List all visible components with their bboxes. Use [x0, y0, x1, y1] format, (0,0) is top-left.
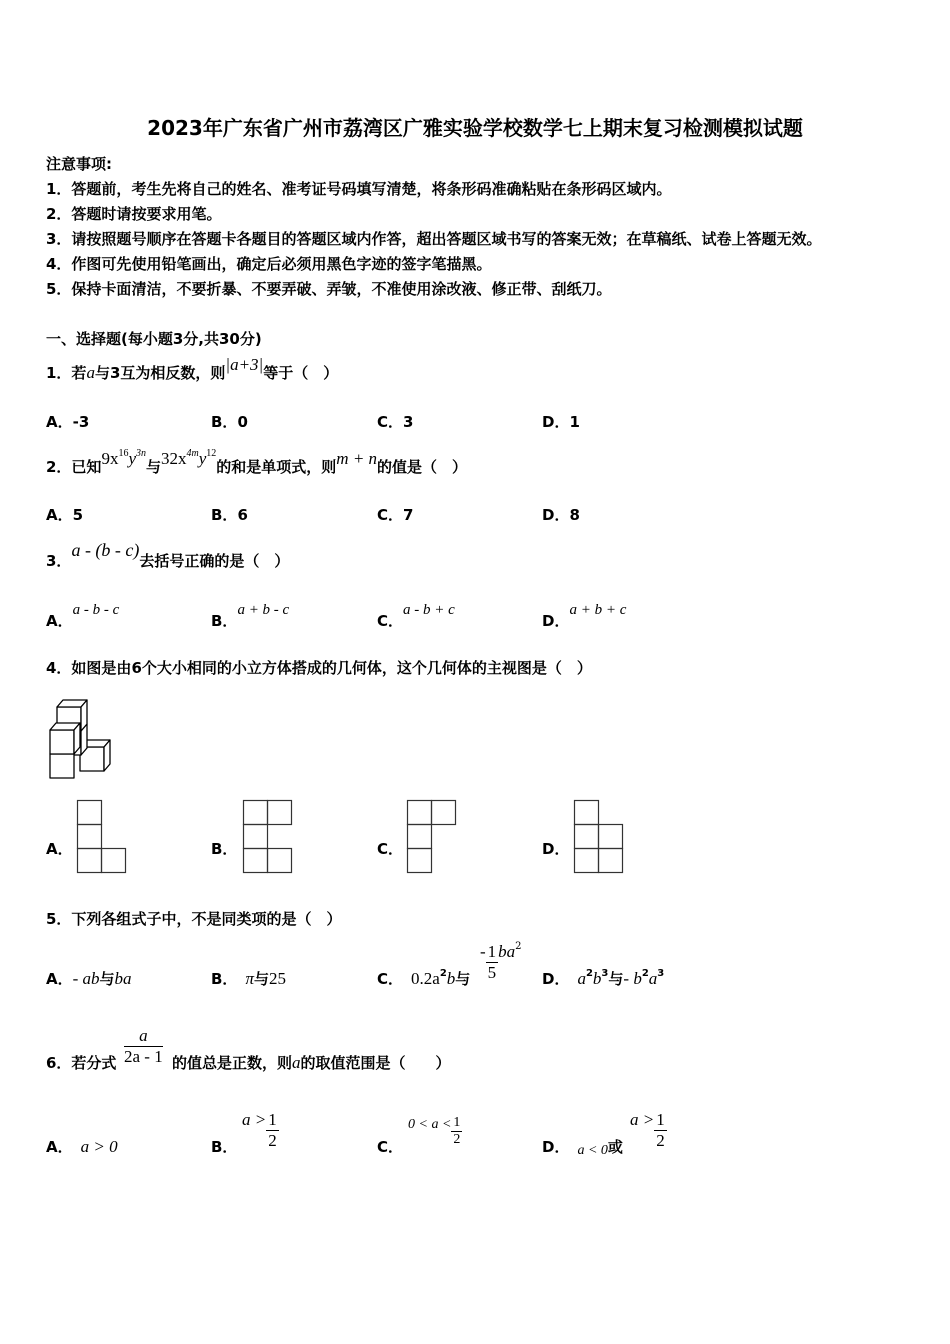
- q6-frac-box: [124, 1026, 163, 1067]
- q2-term2-base: 32x: [161, 449, 187, 468]
- q6b-expr: [242, 1110, 279, 1151]
- page-title: 2023年广东省广州市荔湾区广雅实验学校数学七上期末复习检测模拟试题: [147, 116, 803, 140]
- q6c-lhs: 0 < a <: [408, 1117, 452, 1132]
- option-value: a - b - c: [72, 602, 120, 618]
- q2-term2-y: y: [198, 449, 207, 468]
- q4-option-b-figure[interactable]: [242, 799, 295, 874]
- q6c-fraction: [451, 1115, 462, 1148]
- q5a-join: 与: [99, 970, 115, 988]
- option-value: -3: [72, 413, 90, 431]
- q2-option-b[interactable]: [211, 504, 248, 525]
- q3-expr: a - (b - c): [71, 540, 140, 560]
- q6d-expr: [630, 1110, 667, 1151]
- q5a-right: ba: [114, 969, 132, 988]
- q1-option-b[interactable]: [211, 411, 248, 432]
- q5d-right-neg: - b: [623, 969, 642, 988]
- q6d-num: 1: [656, 1110, 665, 1129]
- q5d-left-mid: b: [592, 969, 602, 988]
- notice-item: 3．请按照题号顺序在答题卡各题目的答题区域内作答，超出答题区域书写的答案无效；在草稿纸、试卷上答题无效。: [46, 230, 822, 248]
- q2-term2-exp-y: 12: [206, 448, 217, 459]
- q5c-frac-num: 1: [487, 942, 497, 961]
- q1-option-d[interactable]: [542, 411, 580, 432]
- q5c-right-exp: 2: [515, 941, 522, 952]
- q4-option-d-figure[interactable]: [573, 799, 626, 874]
- q4-option-c-figure[interactable]: [406, 799, 459, 874]
- q2-term1: [101, 449, 146, 468]
- option-value: 3: [403, 413, 414, 431]
- option-label: A．: [46, 1138, 73, 1156]
- q5c-right-base: ba: [498, 942, 516, 961]
- option-label: B．: [211, 1138, 238, 1156]
- option-value: a + b - c: [237, 602, 290, 618]
- q2-prefix: 2．已知: [46, 458, 102, 476]
- q2-term1-y: y: [128, 449, 136, 468]
- q5-option-c[interactable]: [377, 968, 470, 989]
- q1-mid: 与3互为相反数，则: [94, 364, 226, 382]
- option-label: B．: [211, 506, 238, 524]
- q6d-fraction: [654, 1110, 667, 1151]
- cube-figure: [45, 690, 117, 782]
- notice-item: 2．答题时请按要求用笔。: [46, 205, 222, 223]
- q5-option-b[interactable]: [211, 968, 286, 989]
- q6-option-d[interactable]: [542, 1136, 623, 1157]
- option-label: C．: [377, 506, 404, 524]
- section-heading: 一、选择题(每小题3分,共30分): [46, 330, 262, 348]
- q6-option-b[interactable]: [211, 1136, 237, 1157]
- q6-frac-num: a: [124, 1026, 163, 1047]
- q2-term2-exp-x: 4m: [186, 448, 199, 459]
- q4-option-a-figure[interactable]: [76, 799, 129, 874]
- option-label: B．: [211, 413, 238, 431]
- q5a-left: - ab: [72, 969, 100, 988]
- option-label: D．: [542, 413, 570, 431]
- q6c-num: 1: [453, 1115, 461, 1130]
- q6-option-c[interactable]: [377, 1136, 403, 1157]
- q5c-left-exp: 2: [439, 968, 447, 979]
- q6d-join: 或: [607, 1138, 623, 1156]
- q5c-join: 与: [455, 970, 471, 988]
- q2-term1-base: 9x: [101, 449, 119, 468]
- q2-option-a[interactable]: [46, 504, 83, 525]
- q6-option-a[interactable]: [46, 1136, 118, 1157]
- notice-item: 1．答题前，考生先将自己的姓名、准考证号码填写清楚，将条形码准确粘贴在条形码区域内。: [46, 180, 672, 198]
- option-label: D．: [542, 1138, 570, 1156]
- option-label: D．: [542, 612, 570, 630]
- q6-fraction: [124, 1026, 163, 1067]
- q5d-right-mid: a: [648, 969, 658, 988]
- q6d-den: 2: [656, 1131, 665, 1150]
- q6-frac-den: 2a - 1: [124, 1047, 163, 1066]
- q5d-right-exp2: 3: [657, 968, 665, 979]
- option-label: C．: [377, 970, 404, 988]
- option-value: 6: [237, 506, 248, 524]
- option-value: 0: [237, 413, 248, 431]
- option-label: B．: [211, 970, 238, 988]
- option-label: A．: [46, 970, 73, 988]
- option-label: C．: [377, 612, 404, 630]
- q6d-lhs: a >: [630, 1110, 655, 1129]
- q6c-expr: [408, 1115, 462, 1148]
- q1-option-c[interactable]: [377, 411, 413, 432]
- option-value: a - b + c: [403, 602, 455, 618]
- question-1: [46, 355, 339, 383]
- question-2: [46, 448, 468, 477]
- q5b-left: π: [245, 969, 254, 988]
- notice-item: 4．作图可先使用铅笔画出，确定后必须用黑色字迹的签字笔描黑。: [46, 255, 492, 273]
- q6d-pre: a < 0: [577, 1143, 608, 1158]
- q6b-fraction: [266, 1110, 279, 1151]
- q5d-left: a: [577, 969, 586, 988]
- q4-option-b[interactable]: B．: [211, 840, 238, 858]
- q6b-den: 2: [268, 1131, 277, 1150]
- notice-item: 5．保持卡面清洁，不要折暴、不要弄破、弄皱，不准使用涂改液、修正带、刮纸刀。: [46, 280, 612, 298]
- q2-mid: 的和是单项式，则: [216, 458, 337, 476]
- q3-option-d[interactable]: [542, 602, 627, 631]
- option-value: a + b + c: [569, 602, 627, 618]
- q3-option-c[interactable]: [377, 602, 455, 631]
- option-value: 5: [72, 506, 84, 524]
- option-label: C．: [377, 1138, 404, 1156]
- q2-term1-exp-y: 3n: [135, 448, 146, 459]
- q4-option-a[interactable]: A．: [46, 840, 73, 858]
- q2-suffix: 的值是（ ）: [377, 458, 468, 476]
- q5-option-a[interactable]: [46, 968, 132, 989]
- question-3: [46, 540, 290, 571]
- q5c-right: [480, 942, 522, 983]
- q1-option-a[interactable]: [46, 411, 89, 432]
- q1-suffix: 等于（ ）: [263, 364, 339, 382]
- option-label: A．: [46, 413, 73, 431]
- q2-option-c[interactable]: [377, 504, 413, 525]
- q6-suffix: 的取值范围是（ ）: [300, 1054, 451, 1072]
- q5c-fraction: [486, 942, 499, 983]
- question-5: 5．下列各组式子中，不是同类项的是（ ）: [46, 910, 342, 928]
- q1-expr: |a+3|: [225, 355, 264, 374]
- notice-heading: 注意事项:: [46, 155, 112, 173]
- q3-suffix: 去括号正确的是（ ）: [139, 552, 290, 570]
- option-label: C．: [377, 413, 404, 431]
- q6-mid: 的值总是正数，则: [172, 1054, 293, 1072]
- question-6-rest: [172, 1052, 451, 1073]
- option-value: 7: [403, 506, 414, 524]
- option-label: B．: [211, 612, 238, 630]
- q6-prefix: 6．若分式: [46, 1054, 117, 1072]
- q5d-left-exp2: 3: [601, 968, 609, 979]
- option-value: 8: [569, 506, 580, 524]
- option-label: A．: [46, 612, 73, 630]
- q4-option-c[interactable]: C．: [377, 840, 404, 858]
- q6c-den: 2: [453, 1132, 461, 1147]
- option-label: A．: [46, 506, 73, 524]
- option-value: 1: [569, 413, 580, 431]
- q3-prefix: 3．: [46, 552, 72, 570]
- q5c-left-tail: b: [446, 969, 456, 988]
- q5b-join: 与: [253, 970, 269, 988]
- q5c-left: 0.2a: [411, 969, 440, 988]
- q6b-num: 1: [268, 1110, 277, 1129]
- q3-option-b[interactable]: [211, 602, 290, 631]
- q6-var: a: [292, 1053, 301, 1072]
- q2-term1-exp-x: 16: [118, 448, 129, 459]
- q2-option-d[interactable]: [542, 504, 580, 525]
- q6a-expr: a > 0: [80, 1137, 118, 1156]
- question-6: [46, 1052, 116, 1073]
- q1-var: a: [86, 363, 95, 382]
- question-4: 4．如图是由6个大小相同的小立方体搭成的几何体，这个几何体的主视图是（ ）: [46, 659, 592, 677]
- q5c-frac-den: 5: [487, 963, 497, 982]
- q5b-right: 25: [268, 969, 286, 988]
- option-label: D．: [542, 970, 570, 988]
- q2-expr: m + n: [336, 449, 378, 468]
- q2-term2: [161, 449, 216, 468]
- q5d-join: 与: [608, 970, 624, 988]
- q5c-neg: -: [480, 942, 486, 961]
- q4-option-d[interactable]: D．: [542, 840, 570, 858]
- q5d-right-exp1: 2: [641, 968, 649, 979]
- q6b-lhs: a >: [242, 1110, 267, 1129]
- q1-prefix: 1．若: [46, 364, 87, 382]
- q3-option-a[interactable]: [46, 602, 120, 631]
- q2-join: 与: [145, 458, 161, 476]
- option-label: D．: [542, 506, 570, 524]
- q5d-left-exp1: 2: [585, 968, 593, 979]
- q5-option-d[interactable]: [542, 968, 664, 989]
